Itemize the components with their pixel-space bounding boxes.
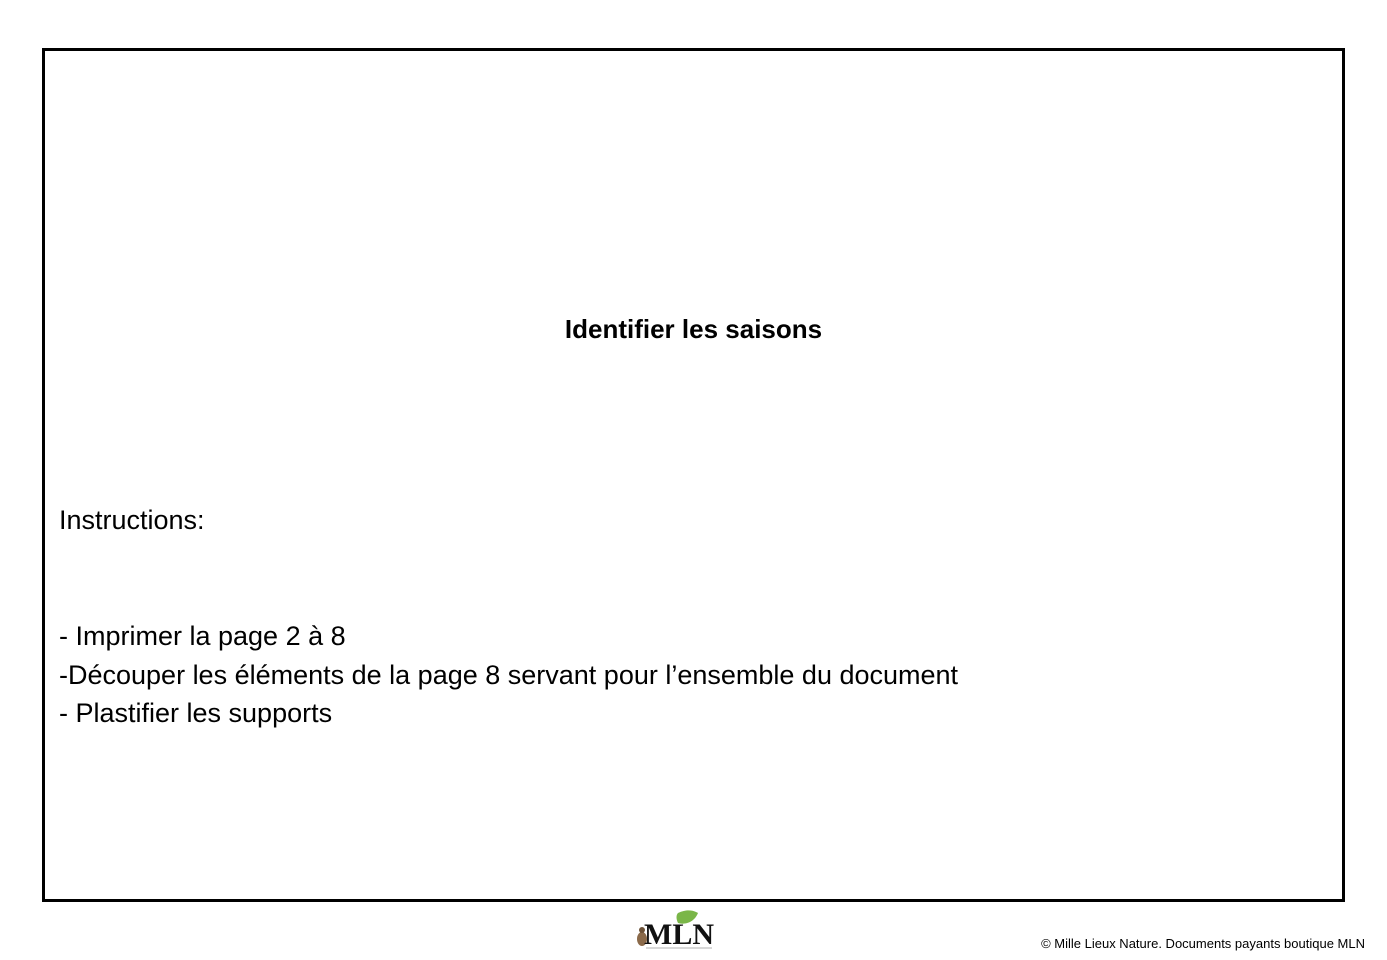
mln-logo-icon <box>632 909 728 951</box>
instruction-item: -Découper les éléments de la page 8 servant pour l’ensemble du document <box>59 659 959 690</box>
instruction-item: - Imprimer la page 2 à 8 <box>59 621 346 651</box>
instructions-heading: Instructions: <box>59 505 205 535</box>
document-frame <box>42 48 1345 902</box>
document-title: Identifier les saisons <box>564 314 823 344</box>
instructions-list <box>59 617 958 733</box>
instruction-item: - Plastifier les supports <box>59 698 333 728</box>
copyright-notice: © Mille Lieux Nature. Documents payants boutique MLN <box>1041 936 1365 951</box>
logo-text: MLN <box>644 918 714 951</box>
